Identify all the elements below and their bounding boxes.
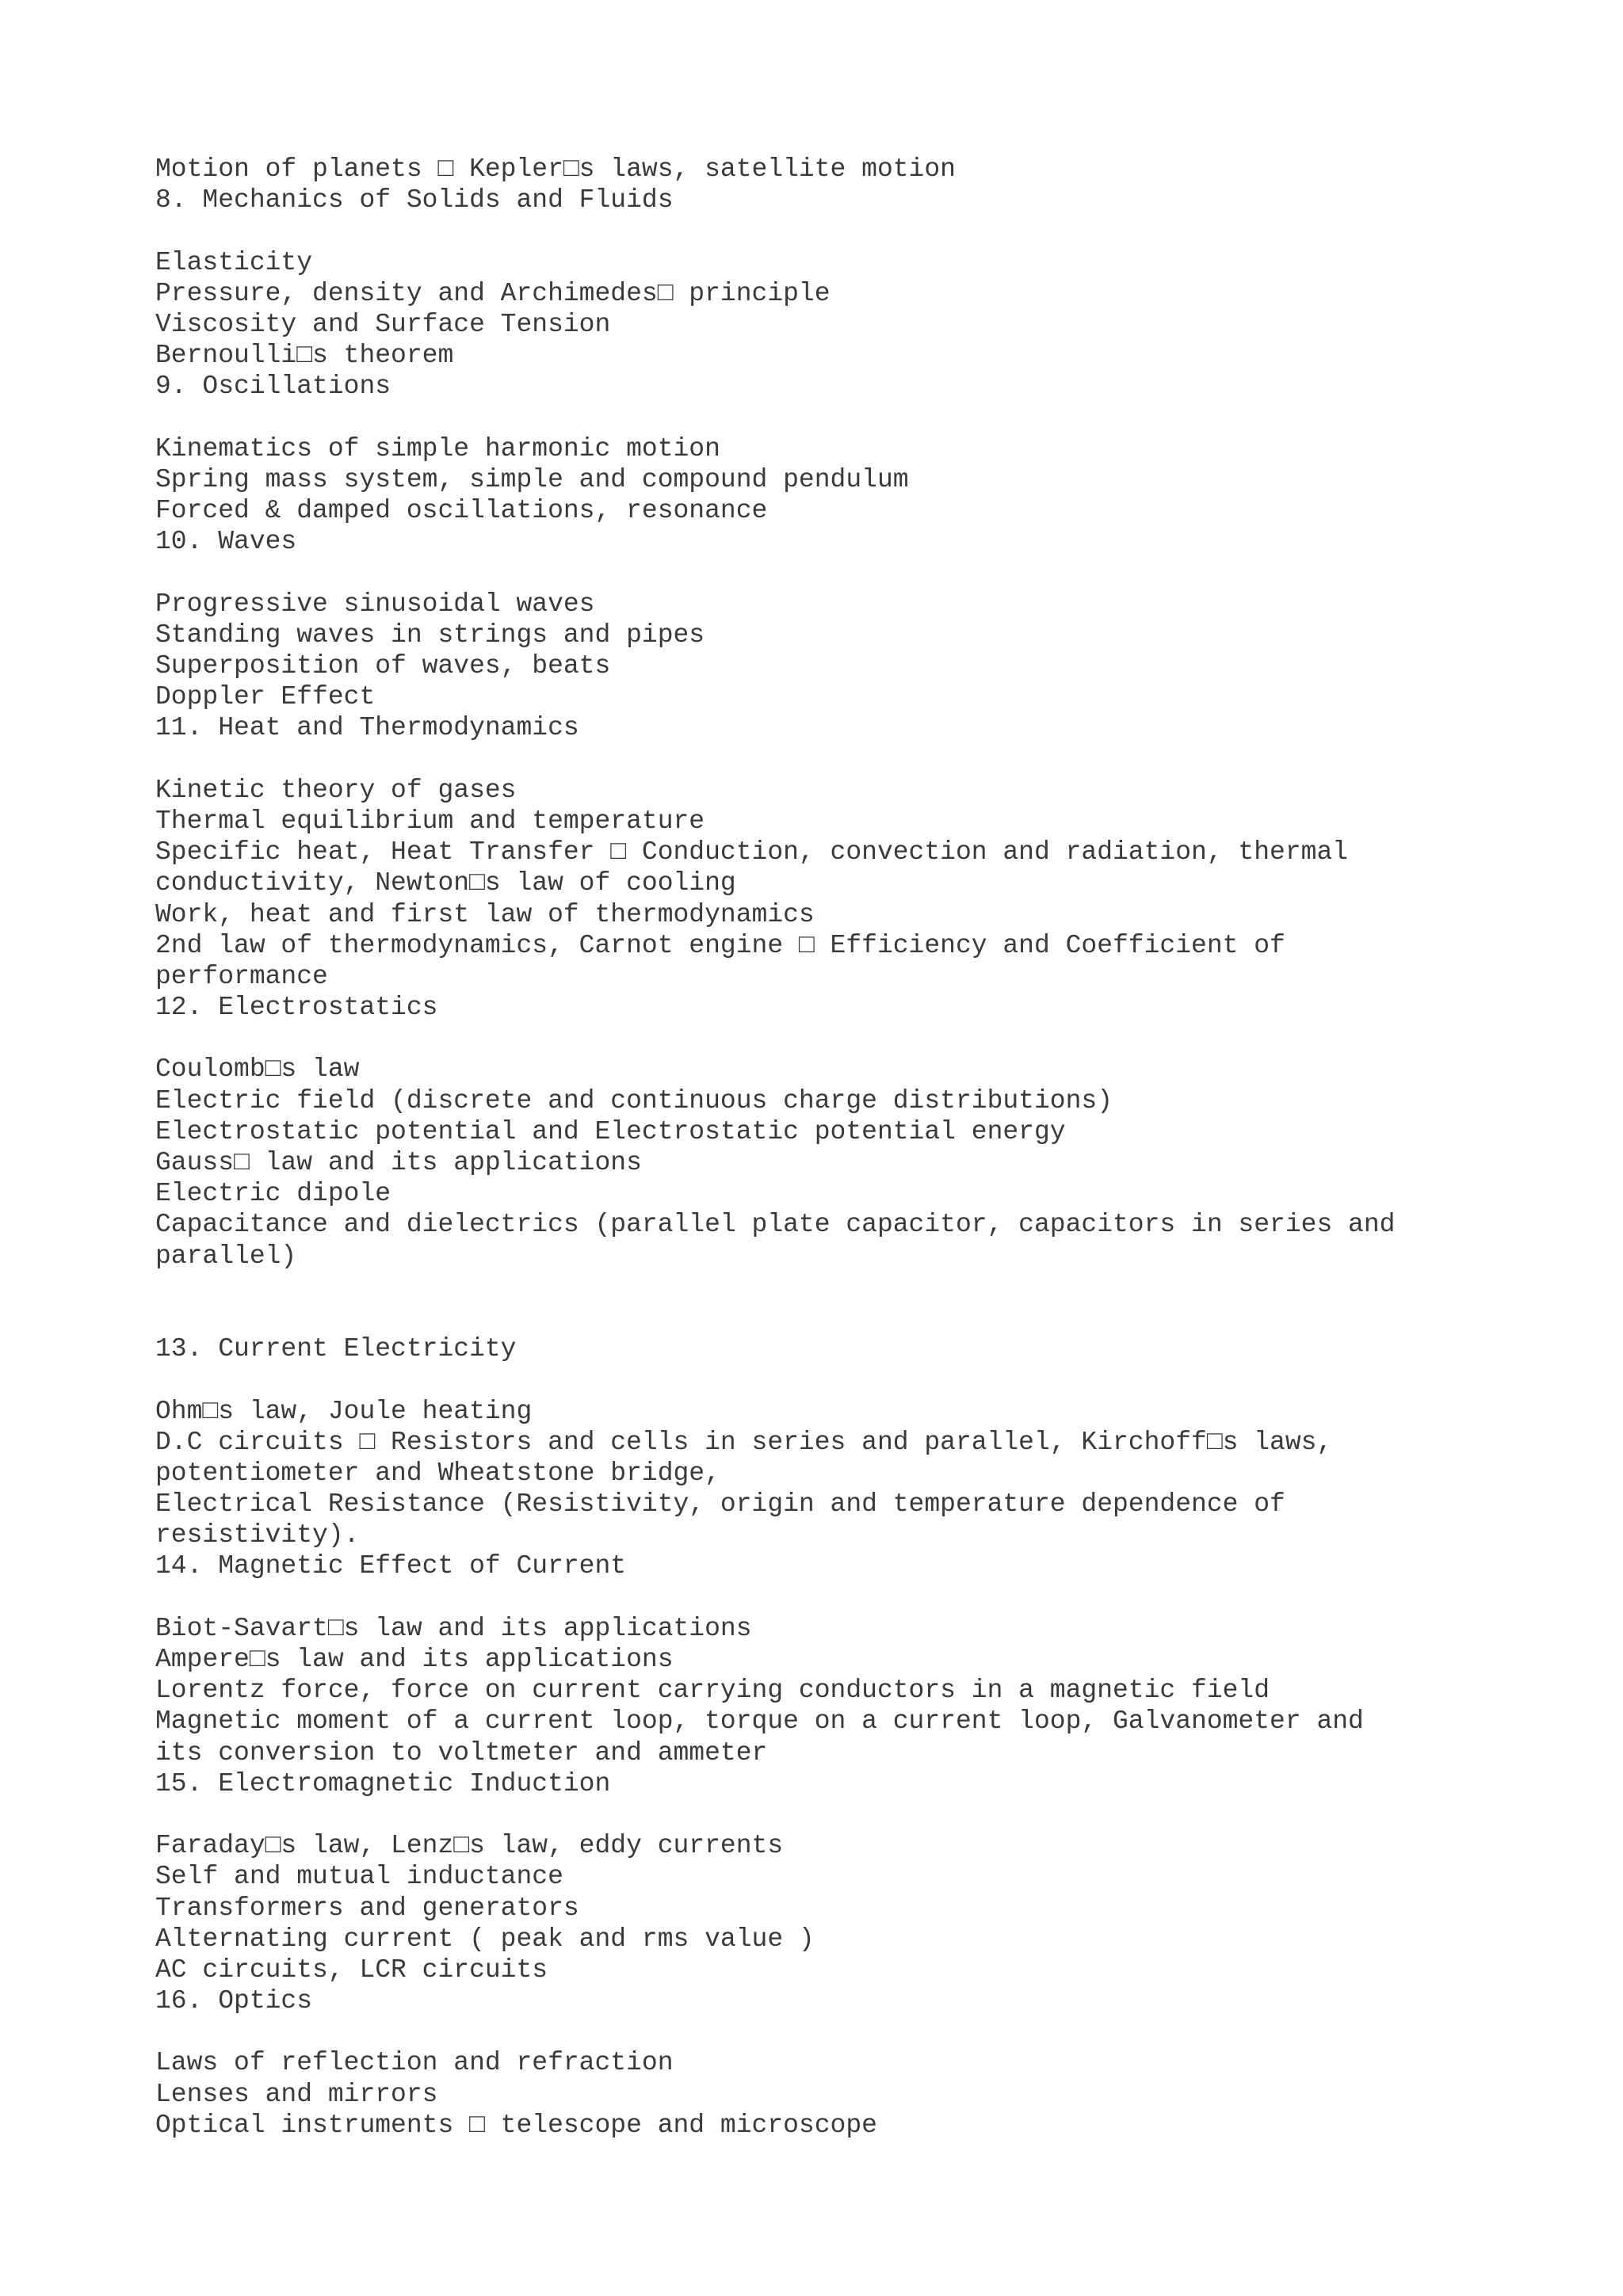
text-line: Viscosity and Surface Tension [155, 309, 611, 339]
section-heading: 8. Mechanics of Solids and Fluids [155, 185, 674, 215]
text-line: Coulomb□s law [155, 1055, 360, 1085]
section-heading: 15. Electromagnetic Induction [155, 1768, 611, 1798]
text-line: Kinetic theory of gases [155, 775, 517, 805]
section-heading: 12. Electrostatics [155, 993, 438, 1023]
text-line: conductivity, Newton□s law of cooling [155, 868, 736, 898]
text-line: Magnetic moment of a current loop, torque on a current loop, Galvanometer and [155, 1707, 1364, 1737]
text-line: Standing waves in strings and pipes [155, 620, 705, 650]
text-line: Kinematics of simple harmonic motion [155, 433, 720, 463]
text-line: AC circuits, LCR circuits [155, 1955, 548, 1985]
text-line: Thermal equilibrium and temperature [155, 806, 705, 836]
text-line: Faraday□s law, Lenz□s law, eddy currents [155, 1831, 784, 1861]
text-line: Work, heat and first law of thermodynamics [155, 899, 815, 929]
blank-line [155, 1023, 1598, 1054]
text-line: Superposition of waves, beats [155, 651, 611, 681]
text-line: Electrostatic potential and Electrostatic potential energy [155, 1116, 1066, 1146]
text-line: Progressive sinusoidal waves [155, 589, 595, 619]
text-line: Capacitance and dielectrics (parallel plate capacitor, capacitors in series and [155, 1210, 1396, 1240]
text-line: Alternating current ( peak and rms value ) [155, 1924, 815, 1954]
blank-line [155, 402, 1598, 433]
text-line: Forced & damped oscillations, resonance [155, 496, 768, 526]
text-line: Electrical Resistance (Resistivity, origin and temperature dependence of [155, 1489, 1285, 1520]
document-body [155, 154, 1598, 2141]
text-line: Ohm□s law, Joule heating [155, 1396, 533, 1426]
text-line: Pressure, density and Archimedes□ principle [155, 278, 831, 308]
blank-line [155, 1302, 1598, 1333]
section-heading: 14. Magnetic Effect of Current [155, 1551, 627, 1581]
section-heading: 11. Heat and Thermodynamics [155, 713, 579, 743]
blank-line [155, 2016, 1598, 2047]
text-line: Spring mass system, simple and compound pendulum [155, 464, 909, 494]
text-line: parallel) [155, 1241, 297, 1271]
text-line: Ampere□s law and its applications [155, 1645, 674, 1674]
blank-line [155, 1582, 1598, 1613]
text-line: resistivity). [155, 1520, 360, 1550]
blank-line [155, 1799, 1598, 1830]
blank-line [155, 215, 1598, 246]
text-line: Laws of reflection and refraction [155, 2048, 674, 2078]
text-line: Gauss□ law and its applications [155, 1148, 642, 1177]
text-line: performance [155, 961, 328, 991]
section-heading: 16. Optics [155, 1986, 313, 2016]
text-line: Lenses and mirrors [155, 2079, 438, 2109]
text-line: Electric field (discrete and continuous charge distributions) [155, 1085, 1113, 1116]
section-heading: 9. Oscillations [155, 372, 391, 402]
section-heading: 13. Current Electricity [155, 1334, 517, 1364]
text-line: Biot-Savart□s law and its applications [155, 1613, 752, 1643]
text-line: Doppler Effect [155, 682, 376, 712]
text-line: Electric dipole [155, 1179, 391, 1209]
text-line: Elasticity [155, 247, 313, 277]
text-line: Transformers and generators [155, 1893, 579, 1923]
text-line: Bernoulli□s theorem [155, 341, 454, 371]
text-line: 2nd law of thermodynamics, Carnot engine □ Efficiency and Coefficient of [155, 930, 1285, 960]
text-line: D.C circuits □ Resistors and cells in series and parallel, Kirchoff□s laws, [155, 1427, 1333, 1457]
blank-line [155, 557, 1598, 588]
section-heading: 10. Waves [155, 527, 297, 557]
text-line: its conversion to voltmeter and ammeter [155, 1737, 768, 1768]
text-line: potentiometer and Wheatstone bridge, [155, 1458, 720, 1488]
text-line: Lorentz force, force on current carrying conductors in a magnetic field [155, 1676, 1270, 1706]
text-line: Optical instruments □ telescope and microscope [155, 2110, 877, 2140]
blank-line [155, 1272, 1598, 1302]
blank-line [155, 1364, 1598, 1395]
text-line: Self and mutual inductance [155, 1862, 563, 1892]
text-line: Motion of planets □ Kepler□s laws, satellite motion [155, 154, 956, 184]
text-line: Specific heat, Heat Transfer □ Conduction, convection and radiation, thermal [155, 837, 1349, 868]
blank-line [155, 744, 1598, 775]
